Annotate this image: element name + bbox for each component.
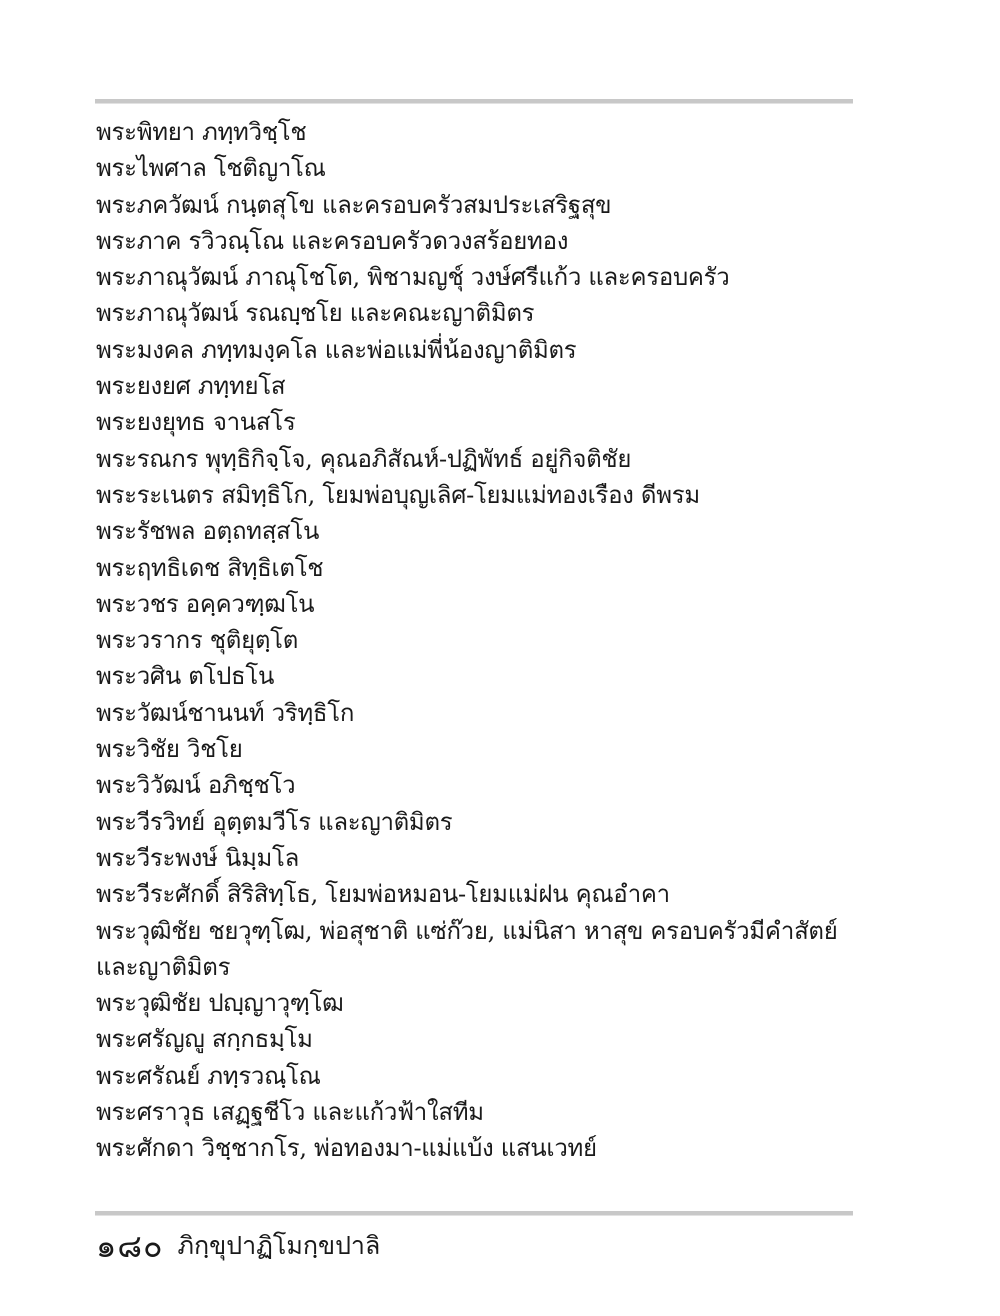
page-number: ๑๘๐ xyxy=(96,1226,164,1265)
list-item: พระพิทยา ภทฺทวิชฺโช xyxy=(96,118,307,146)
bottom-divider xyxy=(95,1211,853,1216)
list-item: พระศักดา วิชฺชากโร, พ่อทองมา-แม่แบ้ง แสนเวทย์ xyxy=(96,1134,597,1163)
list-item: พระวัฒน์ชานนท์ วริทฺธิโก xyxy=(96,698,355,727)
list-item: พระภาณุวัฒน์ รณญฺชโย และคณะญาติมิตร xyxy=(96,299,535,328)
list-item: พระฤทธิเดช สิทฺธิเตโช xyxy=(96,553,324,582)
list-item: พระภาณุวัฒน์ ภาณุโชโต, พิชามญชุ์ วงษ์ศรีแก้ว และครอบครัว xyxy=(96,263,730,292)
list-item: พระยงยุทธ จานสโร xyxy=(96,408,296,437)
dedication-list xyxy=(96,114,836,1167)
list-item: พระศราวุธ เสฏฺฐชีโว และแก้วฟ้าใสทีม xyxy=(96,1098,484,1127)
book-title: ภิกฺขุปาฏิโมกฺขปาลิ xyxy=(177,1231,381,1260)
list-item: พระวุฒิชัย ปญฺญาวุฑฺโฒ xyxy=(96,989,344,1018)
list-item: พระวีรวิทย์ อุตฺตมวีโร และญาติมิตร xyxy=(96,807,453,836)
list-item: พระยงยศ ภทฺทยโส xyxy=(96,372,286,401)
list-item: พระระเนตร สมิทฺธิโก, โยมพ่อบุญเลิศ-โยมแม่ทองเรือง ดีพรม xyxy=(96,480,700,509)
list-item: พระวิชัย วิชโย xyxy=(96,735,243,764)
list-item: พระวศิน ตโปธโน xyxy=(96,662,275,691)
list-item: พระศรัญญู สกฺกธมฺโม xyxy=(96,1025,313,1054)
list-item: พระวชร อคฺควฑฺฒโน xyxy=(96,589,315,618)
list-item: พระภาค รวิวณฺโณ และครอบครัวดวงสร้อยทอง xyxy=(96,226,569,255)
list-item: พระรัชพล อตฺถทสฺสโน xyxy=(96,517,320,546)
list-item: พระมงคล ภทฺทมงฺคโล และพ่อแม่พี่น้องญาติมิตร xyxy=(96,335,577,364)
top-divider xyxy=(95,99,853,104)
list-item: พระรณกร พุทฺธิกิจฺโจ, คุณอภิสัณห์-ปฏิพัทธ์ อยู่กิจติชัย xyxy=(96,444,632,473)
list-item: พระศรัณย์ ภทฺรวณฺโณ xyxy=(96,1061,321,1090)
list-item: พระภควัฒน์ กนฺตสุโข และครอบครัวสมประเสริฐสุข xyxy=(96,190,612,219)
list-item: พระวรากร ชุติยุตฺโต xyxy=(96,626,298,655)
page-footer xyxy=(96,1222,380,1270)
list-item: และญาติมิตร xyxy=(96,952,231,981)
list-item: พระวีระพงษ์ นิมฺมโล xyxy=(96,843,299,872)
list-item: พระไพศาล โชติญาโณ xyxy=(96,154,326,183)
list-item: พระวุฒิชัย ชยวุฑฺโฒ, พ่อสุชาติ แซ่ก๊วย, แม่นิสา หาสุข ครอบครัวมีคำสัตย์ xyxy=(96,916,838,945)
list-item: พระวิวัฒน์ อภิชฺชโว xyxy=(96,771,296,800)
list-item: พระวีระศักดิ์ สิริสิทฺโธ, โยมพ่อหมอน-โยมแม่ฝน คุณอำคา xyxy=(96,880,670,909)
